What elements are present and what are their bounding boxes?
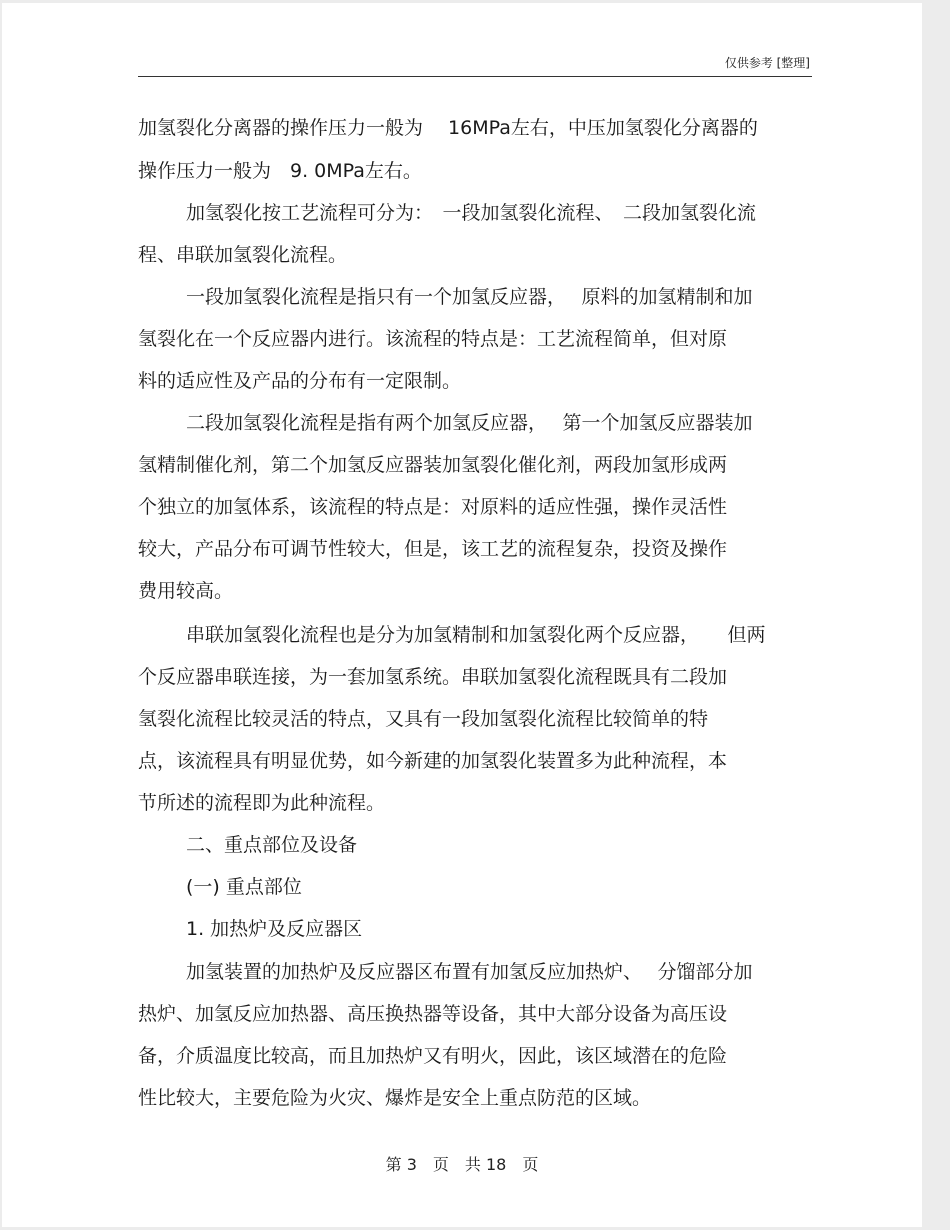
- text-line: 一段加氢裂化流程是指只有一个加氢反应器， 原料的加氢精制和加: [186, 286, 753, 308]
- item-heading: 1. 加热炉及反应器区: [186, 918, 363, 940]
- subsection-heading: (一) 重点部位: [186, 876, 302, 898]
- document-page: [2, 3, 922, 1227]
- text-line: 备，介质温度比较高，而且加热炉又有明火，因此，该区域潜在的危险: [138, 1045, 728, 1067]
- page-header: 仅供参考 [整理]: [724, 56, 810, 70]
- text-line: 较大，产品分布可调节性较大，但是，该工艺的流程复杂，投资及操作: [138, 538, 728, 560]
- text-line: 氢裂化在一个反应器内进行。该流程的特点是：工艺流程简单，但对原: [138, 328, 728, 350]
- text-line: 费用较高。: [138, 580, 234, 602]
- text-line: 程、串联加氢裂化流程。: [138, 244, 348, 266]
- section-heading: 二、重点部位及设备: [186, 834, 358, 856]
- text-line: 氢裂化流程比较灵活的特点，又具有一段加氢裂化流程比较简单的特: [138, 708, 709, 730]
- text-line: 个反应器串联连接，为一套加氢系统。串联加氢裂化流程既具有二段加: [138, 666, 728, 688]
- text-line: 个独立的加氢体系，该流程的特点是：对原料的适应性强，操作灵活性: [138, 496, 728, 518]
- text-line: 点，该流程具有明显优势，如今新建的加氢裂化装置多为此种流程，本: [138, 750, 728, 772]
- text-line: 节所述的流程即为此种流程。: [138, 792, 386, 814]
- text-line: 串联加氢裂化流程也是分为加氢精制和加氢裂化两个反应器， 但两: [186, 624, 766, 646]
- text-line: 二段加氢裂化流程是指有两个加氢反应器， 第一个加氢反应器装加: [186, 412, 753, 434]
- text-line: 操作压力一般为 9. 0MPa左右。: [138, 160, 422, 182]
- page-footer: 第 3 页 共 18 页: [385, 1155, 539, 1174]
- text-line: 性比较大，主要危险为火灾、爆炸是安全上重点防范的区域。: [138, 1087, 652, 1109]
- text-line: 料的适应性及产品的分布有一定限制。: [138, 370, 462, 392]
- text-line: 加氢裂化分离器的操作压力一般为 16MPa左右，中压加氢裂化分离器的: [138, 117, 758, 139]
- text-line: 热炉、加氢反应加热器、高压换热器等设备，其中大部分设备为高压设: [138, 1003, 728, 1025]
- header-divider: [138, 76, 812, 77]
- text-line: 加氢装置的加热炉及反应器区布置有加氢反应加热炉、 分馏部分加: [186, 961, 753, 983]
- text-line: 加氢裂化按工艺流程可分为： 一段加氢裂化流程、 二段加氢裂化流: [186, 202, 757, 224]
- text-line: 氢精制催化剂，第二个加氢反应器装加氢裂化催化剂，两段加氢形成两: [138, 454, 728, 476]
